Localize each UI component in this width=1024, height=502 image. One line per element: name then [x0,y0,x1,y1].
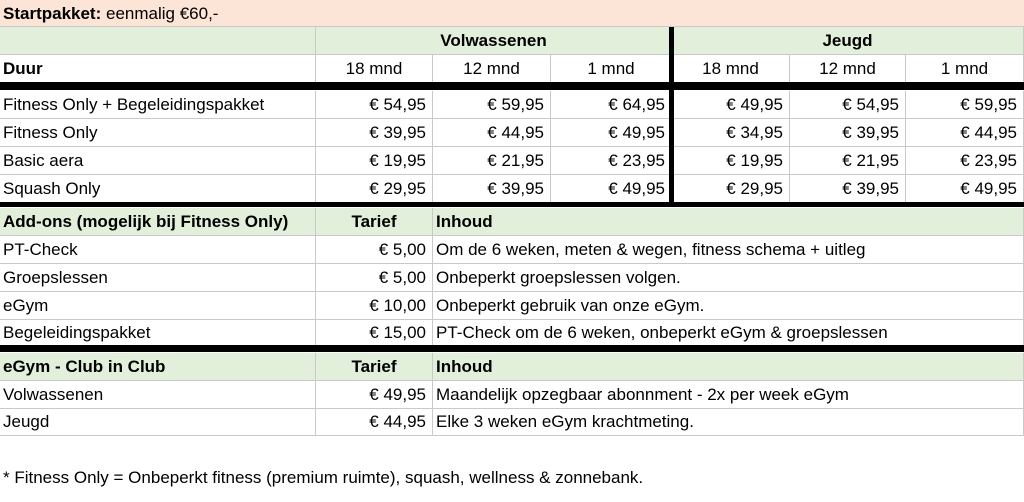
addons-tarief-header: Tarief [316,208,433,236]
duration-header: 1 mnd [551,55,672,83]
addon-name: Groepslessen [0,264,316,292]
price-cell: € 59,95 [433,91,551,119]
subscription-name: Basic aera [0,147,316,175]
addons-inhoud-header: Inhoud [433,208,1024,236]
egym-name: Volwassenen [0,381,316,409]
thick-separator-groups [669,27,674,203]
addon-name: eGym [0,292,316,320]
price-cell: € 29,95 [316,175,433,203]
group-header-volwassenen: Volwassenen [316,27,672,55]
addons-header: Add-ons (mogelijk bij Fitness Only) [0,208,316,236]
addon-name: Begeleidingspakket [0,320,316,346]
thick-separator-egym [0,345,1024,352]
addon-inhoud: Om de 6 weken, meten & wegen, fitness schema + uitleg [433,236,1024,264]
price-cell: € 49,95 [551,119,672,147]
addon-inhoud: Onbeperkt groepslessen volgen. [433,264,1024,292]
duration-header: 18 mnd [316,55,433,83]
duration-header: 12 mnd [790,55,906,83]
price-cell: € 44,95 [906,119,1024,147]
egym-tarief-header: Tarief [316,353,433,381]
price-cell: € 64,95 [551,91,672,119]
addon-tarief: € 10,00 [316,292,433,320]
price-cell: € 39,95 [316,119,433,147]
egym-tarief: € 44,95 [316,409,433,436]
price-cell: € 44,95 [433,119,551,147]
subscription-name: Fitness Only + Begeleidingspakket [0,91,316,119]
egym-inhoud: Maandelijk opzegbaar abonnment - 2x per week eGym [433,381,1024,409]
price-cell: € 54,95 [316,91,433,119]
startpakket-value: eenmalig €60,- [106,3,219,23]
addon-inhoud: Onbeperkt gebruik van onze eGym. [433,292,1024,320]
price-cell: € 23,95 [906,147,1024,175]
subscription-name: Squash Only [0,175,316,203]
egym-name: Jeugd [0,409,316,436]
price-cell: € 59,95 [906,91,1024,119]
price-cell: € 21,95 [790,147,906,175]
addon-tarief: € 5,00 [316,236,433,264]
thick-separator-header [0,82,1024,90]
group-header-empty [0,27,316,55]
row-header-duur: Duur [0,55,316,83]
group-header-jeugd: Jeugd [672,27,1024,55]
duration-header: 18 mnd [672,55,790,83]
price-cell: € 49,95 [672,91,790,119]
addon-name: PT-Check [0,236,316,264]
price-cell: € 39,95 [790,175,906,203]
egym-inhoud-header: Inhoud [433,353,1024,381]
price-cell: € 23,95 [551,147,672,175]
subscription-name: Fitness Only [0,119,316,147]
duration-header: 1 mnd [906,55,1024,83]
price-cell: € 39,95 [790,119,906,147]
startpakket-label: Startpakket: [3,3,102,23]
price-cell: € 34,95 [672,119,790,147]
egym-header: eGym - Club in Club [0,353,316,381]
price-cell: € 49,95 [906,175,1024,203]
footnote: * Fitness Only = Onbeperkt fitness (premium ruimte), squash, wellness & zonnebank. [3,468,644,487]
egym-inhoud: Elke 3 weken eGym krachtmeting. [433,409,1024,436]
price-cell: € 54,95 [790,91,906,119]
startpakket-line [0,0,218,27]
addon-tarief: € 5,00 [316,264,433,292]
price-cell: € 21,95 [433,147,551,175]
price-cell: € 49,95 [551,175,672,203]
price-cell: € 19,95 [672,147,790,175]
addon-tarief: € 15,00 [316,320,433,346]
egym-tarief: € 49,95 [316,381,433,409]
duration-header: 12 mnd [433,55,551,83]
price-cell: € 39,95 [433,175,551,203]
price-cell: € 19,95 [316,147,433,175]
addon-inhoud: PT-Check om de 6 weken, onbeperkt eGym & groepslessen [433,320,1024,346]
price-cell: € 29,95 [672,175,790,203]
thick-separator-addons [0,202,1024,207]
